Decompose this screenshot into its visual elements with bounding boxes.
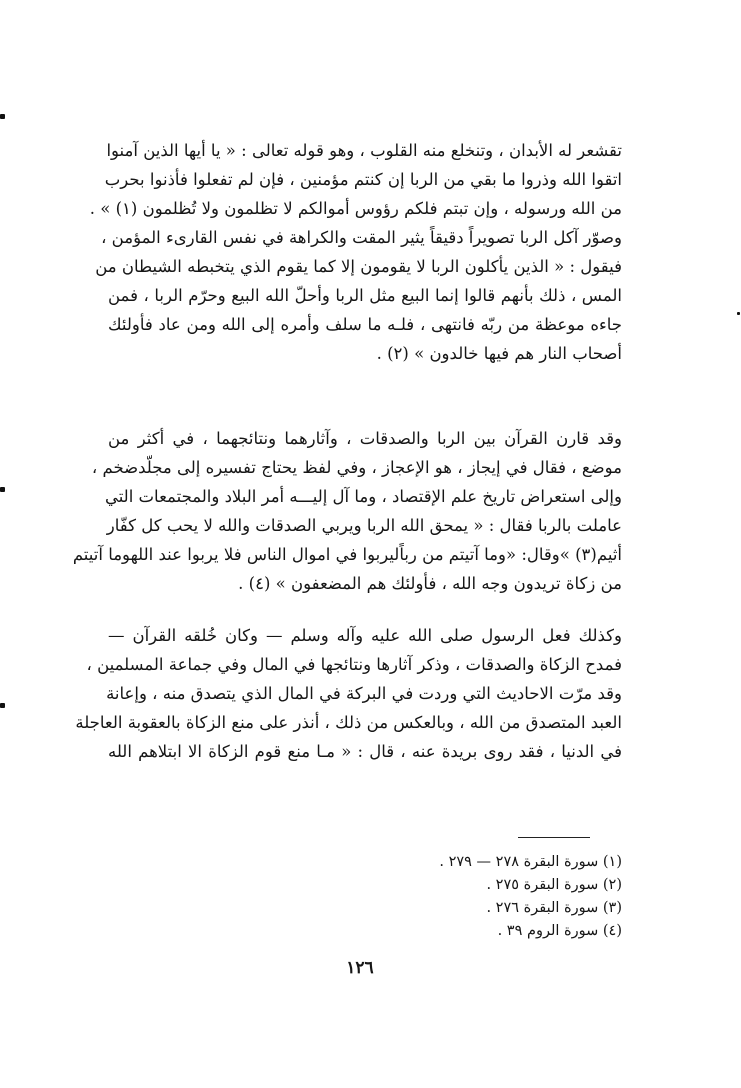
text-line: أثيم(٣) »وقال: «وما آتيتم من رباًليربوا في اموال الناس فلا يربوا عند اللهوما آتيتم bbox=[72, 545, 622, 564]
text-line: تقشعر له الأبدان ، وتنخلع منه القلوب ، وهو قوله تعالى : « يا أيها الذين آمنوا bbox=[106, 141, 622, 160]
text-line: وقد مرّت الاحاديث التي وردت في البركة في المال الذي يتصدق منه ، وإعانة bbox=[106, 684, 622, 703]
text-line: المس ، ذلك بأنهم قالوا إنما البيع مثل الربا وأحلّ الله البيع وحرّم الربا ، فمن bbox=[108, 286, 622, 305]
text-line: اتقوا الله وذروا ما بقي من الربا إن كنتم مؤمنين ، فإن لم تفعلوا فأذنوا بحرب bbox=[104, 170, 622, 189]
text-line: في الدنيا ، فقد روى بريدة عنه ، قال : « مـا منع قوم الزكاة الا ابتلاهم الله bbox=[108, 742, 622, 761]
left-margin-mark bbox=[0, 703, 5, 708]
footnote: (١) سورة البقرة ٢٧٨ — ٢٧٩ . bbox=[439, 854, 622, 870]
text-line: فيقول : « الذين يأكلون الربا لا يقومون إلا كما يقوم الذي يتخبطه الشيطان من bbox=[95, 257, 622, 276]
text-line: عاملت بالربا فقال : « يمحق الله الربا ويربي الصدقات والله لا يحب كل كفّار bbox=[106, 516, 622, 535]
right-margin-mark bbox=[737, 312, 740, 315]
left-margin-mark bbox=[0, 487, 5, 492]
left-margin-mark bbox=[0, 114, 5, 119]
text-line: موضع ، فقال في إيجاز ، هو الإعجاز ، وفي لفظ يحتاج تفسيره إلى مجلّدضخم ، bbox=[91, 458, 622, 477]
text-line: وقد قارن القرآن بين الربا والصدقات ، وآثارهما ونتائجهما ، في أكثر من bbox=[108, 429, 622, 448]
footnote: (٣) سورة البقرة ٢٧٦ . bbox=[486, 900, 622, 916]
footnote-rule bbox=[518, 837, 590, 838]
paragraph-2 bbox=[72, 424, 622, 598]
footnote: (٢) سورة البقرة ٢٧٥ . bbox=[486, 877, 622, 893]
text-line: العبد المتصدق من الله ، وبالعكس من ذلك ، أنذر على منع الزكاة بالعقوبة العاجلة bbox=[75, 713, 622, 732]
text-line: من الله ورسوله ، وإن تبتم فلكم رؤوس أموالكم لا تظلمون ولا تُظلمون (١) » . bbox=[89, 199, 622, 218]
text-line: أصحاب النار هم فيها خالدون » (٢) . bbox=[376, 344, 622, 363]
text-line: من زكاة تريدون وجه الله ، فأولئك هم المضعفون » (٤) . bbox=[238, 574, 622, 593]
text-line: وإلى استعراض تاريخ علم الإقتصاد ، وما آل إليـــه أمر البلاد والمجتمعات التي bbox=[104, 487, 622, 506]
paragraph-3 bbox=[75, 621, 622, 766]
footnote: (٤) سورة الروم ٣٩ . bbox=[497, 923, 622, 939]
text-line: وكذلك فعل الرسول صلى الله عليه وآله وسلم — وكان خُلقه القرآن — bbox=[108, 626, 622, 645]
text-line: جاءه موعظة من ربّه فانتهى ، فلـه ما سلف وأمره إلى الله ومن عاد فأولئك bbox=[108, 315, 622, 334]
page-number: ١٢٦ bbox=[346, 958, 374, 978]
text-line: وصوّر آكل الربا تصويراً دقيقاً يثير المقت والكراهة في نفس القارىء المؤمن ، bbox=[101, 228, 622, 247]
text-line: فمدح الزكاة والصدقات ، وذكر آثارها ونتائجها في المال وفي جماعة المسلمين ، bbox=[86, 655, 622, 674]
paragraph-1 bbox=[89, 136, 622, 368]
footnotes bbox=[340, 851, 622, 943]
